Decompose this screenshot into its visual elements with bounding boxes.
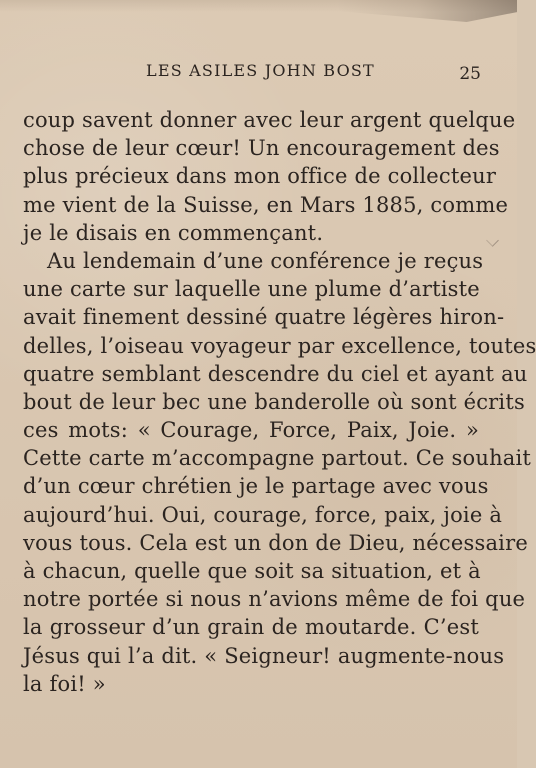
paper-fold-mark [486, 234, 499, 247]
text-line: quatre semblant descendre du ciel et ayant au [23, 361, 528, 386]
text-line: plus précieux dans mon office de collecteur [23, 164, 497, 189]
page-header [0, 61, 517, 85]
text-line: je le disais en commençant. [23, 220, 324, 245]
text-line: bout de leur bec une banderolle où sont écrits [23, 389, 525, 414]
text-line: Au lendemain d’une conférence je reçus [47, 248, 484, 273]
page-corner-shadow [337, 0, 517, 22]
page-number: 25 [459, 64, 481, 84]
text-line: chose de leur cœur! Un encouragement des [23, 136, 500, 161]
text-line: aujourd’hui. Oui, courage, force, paix, joie à [23, 502, 503, 527]
text-line: une carte sur laquelle une plume d’artiste [23, 277, 480, 302]
text-line: Jésus qui l’a dit. « Seigneur! augmente-nous [23, 643, 505, 668]
text-line: la grosseur d’un grain de moutarde. C’est [23, 615, 479, 640]
text-line: d’un cœur chrétien je le partage avec vous [23, 474, 489, 499]
text-line: la foi! » [23, 671, 106, 696]
text-line: Cette carte m’accompagne partout. Ce souhait [23, 446, 532, 471]
text-line: avait finement dessiné quatre légères hiron- [23, 305, 505, 330]
body-text [23, 106, 536, 698]
text-line: ces mots: « Courage, Force, Paix, Joie. » [23, 418, 479, 443]
text-line: coup savent donner avec leur argent quelque [23, 108, 516, 132]
text-line: me vient de la Suisse, en Mars 1885, comme [23, 192, 509, 217]
text-line: à chacun, quelle que soit sa situation, et à [23, 559, 481, 583]
text-line: vous tous. Cela est un don de Dieu, nécessaire [23, 530, 528, 555]
text-line: notre portée si nous n’avions même de foi que [23, 587, 526, 612]
text-line: delles, l’oiseau voyageur par excellence, toutes [23, 333, 536, 358]
running-head: LES ASILES JOHN BOST [146, 61, 375, 80]
